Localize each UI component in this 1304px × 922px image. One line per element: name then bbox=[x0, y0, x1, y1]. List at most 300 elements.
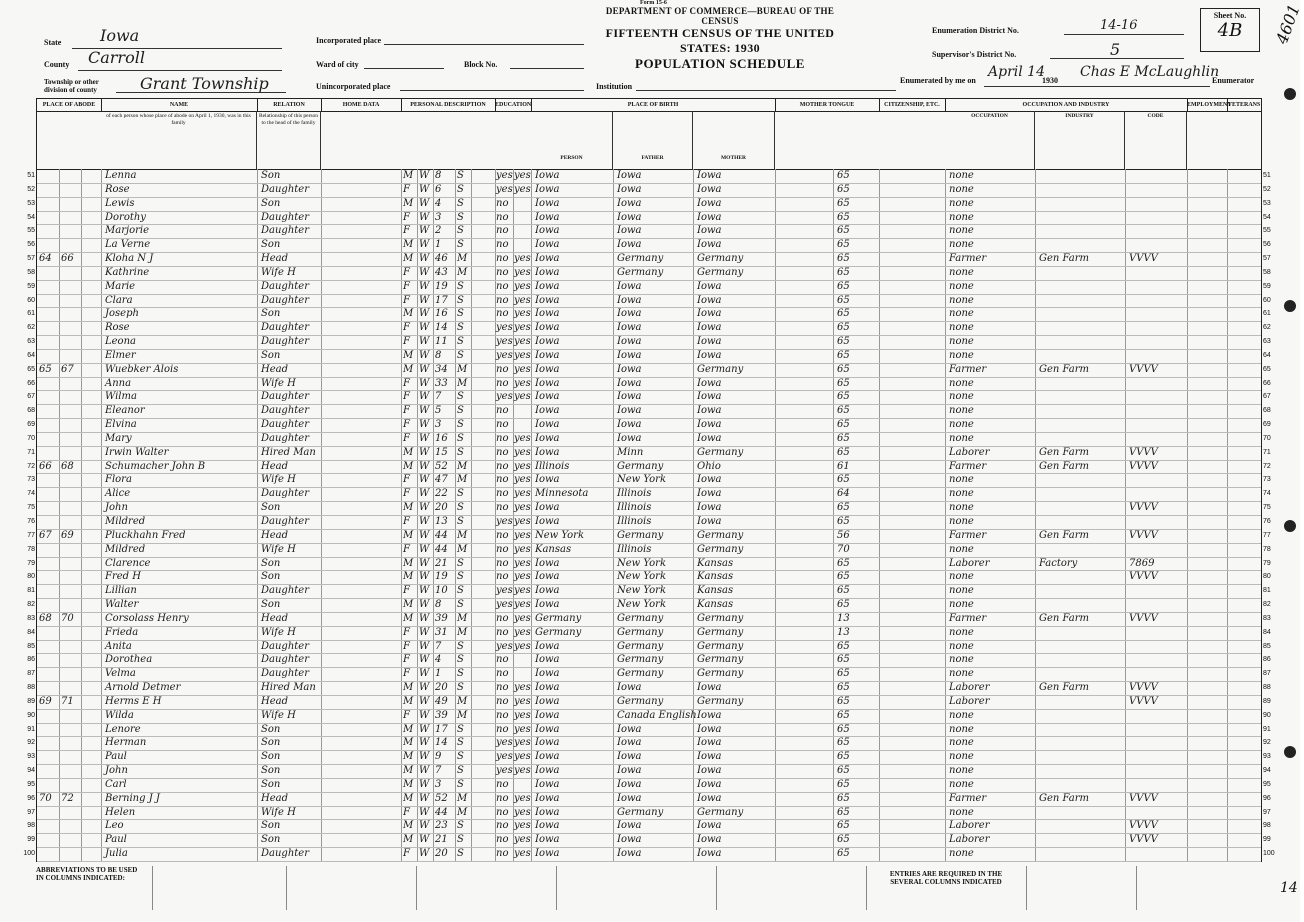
cell-race: W bbox=[419, 170, 430, 181]
cell-school: no bbox=[496, 377, 509, 389]
cell-bp: Iowa bbox=[535, 834, 560, 846]
cell-read: yes bbox=[514, 557, 531, 569]
cell-fbp: Germany bbox=[617, 460, 664, 472]
table-row bbox=[27, 806, 1271, 821]
cell-age: 39 bbox=[435, 709, 448, 721]
table-row bbox=[27, 280, 1271, 295]
cell-age: 4 bbox=[435, 197, 442, 209]
cell-bp: Iowa bbox=[535, 183, 560, 195]
cell-sex: M bbox=[403, 253, 414, 265]
cell-rel: Daughter bbox=[261, 668, 309, 680]
cell-school: yes bbox=[496, 516, 513, 527]
line-number: 53 bbox=[27, 199, 35, 207]
cell-dw bbox=[39, 806, 59, 820]
cell-fam bbox=[61, 418, 81, 432]
cell-mbp: Iowa bbox=[697, 778, 722, 790]
cell-name: Lewis bbox=[105, 197, 135, 209]
cell-fbp: Iowa bbox=[617, 363, 642, 375]
cell-bp: Iowa bbox=[535, 751, 560, 763]
cell-ms: M bbox=[457, 377, 468, 389]
cell-bp: Iowa bbox=[535, 737, 560, 749]
cell-code bbox=[1129, 709, 1185, 723]
cell-mt: 65 bbox=[837, 682, 850, 694]
line-number: 100 bbox=[23, 850, 35, 858]
cell-school: no bbox=[496, 225, 509, 237]
cell-age: 19 bbox=[435, 280, 448, 292]
cell-dw bbox=[39, 280, 59, 294]
cell-ind: Gen Farm bbox=[1039, 682, 1090, 694]
cell-sex: M bbox=[403, 737, 414, 749]
cell-school: no bbox=[496, 446, 509, 458]
title-block bbox=[590, 6, 850, 72]
line-number: 63 bbox=[27, 338, 35, 346]
group-personal-description: PERSONAL DESCRIPTION bbox=[401, 99, 496, 112]
cell-fbp: Germany bbox=[617, 806, 664, 818]
cell-school: no bbox=[496, 211, 509, 223]
cell-fam bbox=[61, 390, 81, 404]
cell-occ: Farmer bbox=[949, 612, 987, 624]
cell-mbp: Germany bbox=[697, 266, 744, 278]
cell-mbp: Kansas bbox=[697, 571, 734, 583]
cell-mbp: Iowa bbox=[697, 516, 722, 527]
cell-fam bbox=[61, 819, 81, 833]
cell-bp: Iowa bbox=[535, 225, 560, 237]
cell-bp: Iowa bbox=[535, 280, 560, 292]
cell-occ: none bbox=[949, 170, 974, 181]
cell-ms: S bbox=[457, 834, 464, 846]
cell-sex: M bbox=[403, 197, 414, 209]
line-number: 59 bbox=[27, 282, 35, 290]
cell-mt: 65 bbox=[837, 778, 850, 790]
cell-ms: S bbox=[457, 225, 464, 237]
cell-mt: 65 bbox=[837, 183, 850, 195]
cell-bp: Iowa bbox=[535, 266, 560, 278]
cell-fam bbox=[61, 377, 81, 391]
cell-name: Elvina bbox=[105, 419, 137, 431]
cell-mt: 65 bbox=[837, 280, 850, 292]
cell-ind bbox=[1039, 238, 1123, 252]
cell-name: Leona bbox=[105, 336, 136, 348]
cell-fam bbox=[61, 584, 81, 598]
table-row bbox=[27, 529, 1271, 544]
line-number: 54 bbox=[27, 213, 35, 221]
cell-dw bbox=[39, 543, 59, 557]
supervisor-label: Supervisor's District No. bbox=[932, 50, 1017, 59]
cell-sex: M bbox=[403, 834, 414, 846]
cell-occ: none bbox=[949, 765, 974, 777]
cell-name: Rose bbox=[105, 183, 130, 195]
cell-rel: Wife H bbox=[261, 474, 296, 486]
cell-dw bbox=[39, 197, 59, 211]
cell-dw bbox=[39, 501, 59, 515]
cell-ind bbox=[1039, 224, 1123, 238]
cell-fbp: Iowa bbox=[617, 349, 642, 361]
line-number: 56 bbox=[27, 241, 35, 249]
cell-school: no bbox=[496, 778, 509, 790]
cell-ind bbox=[1039, 169, 1123, 183]
cell-sex: M bbox=[403, 308, 414, 320]
table-row bbox=[27, 460, 1271, 475]
cell-name: Flora bbox=[105, 474, 132, 486]
cell-ind bbox=[1039, 294, 1123, 308]
mother-column-head: MOTHER bbox=[693, 111, 775, 169]
cell-fam bbox=[61, 487, 81, 501]
cell-name: Wuebker Alois bbox=[105, 363, 179, 375]
cell-rel: Daughter bbox=[261, 183, 309, 195]
cell-ind bbox=[1039, 266, 1123, 280]
cell-ind: Gen Farm bbox=[1039, 792, 1090, 804]
cell-dw bbox=[39, 211, 59, 225]
cell-school: yes bbox=[496, 391, 513, 403]
cell-mt: 70 bbox=[837, 543, 850, 555]
cell-code bbox=[1129, 183, 1185, 197]
cell-school: yes bbox=[496, 183, 513, 195]
table-row bbox=[27, 626, 1271, 641]
cell-fbp: Germany bbox=[617, 253, 664, 265]
cell-age: 19 bbox=[435, 571, 448, 583]
cell-bp: Iowa bbox=[535, 695, 560, 707]
cell-mbp: Iowa bbox=[697, 183, 722, 195]
cell-rel: Daughter bbox=[261, 585, 309, 597]
cell-read: yes bbox=[514, 391, 531, 403]
cell-ms: M bbox=[457, 460, 468, 472]
cell-rel: Wife H bbox=[261, 377, 296, 389]
cell-sex: M bbox=[403, 446, 414, 458]
cell-dw bbox=[39, 238, 59, 252]
line-number-right: 69 bbox=[1263, 421, 1271, 429]
cell-mt: 65 bbox=[837, 308, 850, 320]
abbreviations-title: ABBREVIATIONS TO BE USED IN COLUMNS INDICATED: bbox=[36, 866, 138, 882]
cell-school: no bbox=[496, 474, 509, 486]
cell-dw bbox=[39, 224, 59, 238]
cell-code bbox=[1129, 764, 1185, 778]
line-number-right: 66 bbox=[1263, 379, 1271, 387]
cell-age: 8 bbox=[435, 599, 442, 611]
cell-dw bbox=[39, 487, 59, 501]
cell-rel: Wife H bbox=[261, 626, 296, 638]
cell-name: Joseph bbox=[105, 308, 139, 320]
cell-rel: Daughter bbox=[261, 848, 309, 860]
cell-bp: Iowa bbox=[535, 239, 560, 251]
cell-dw bbox=[39, 598, 59, 612]
cell-mt: 65 bbox=[837, 419, 850, 431]
line-number-right: 97 bbox=[1263, 808, 1271, 816]
cell-sex: F bbox=[403, 654, 410, 666]
cell-fbp: Iowa bbox=[617, 225, 642, 237]
cell-read: yes bbox=[514, 266, 531, 278]
cell-sex: M bbox=[403, 695, 414, 707]
cell-ms: S bbox=[457, 239, 464, 251]
line-number: 97 bbox=[27, 808, 35, 816]
cell-mbp: Germany bbox=[697, 626, 744, 638]
cell-race: W bbox=[419, 571, 430, 583]
cell-occ: none bbox=[949, 737, 974, 749]
cell-bp: Iowa bbox=[535, 294, 560, 306]
cell-ms: S bbox=[457, 640, 464, 652]
census-table bbox=[23, 98, 1275, 862]
cell-fbp: New York bbox=[617, 474, 666, 486]
line-number: 84 bbox=[27, 628, 35, 636]
cell-ind bbox=[1039, 736, 1123, 750]
cell-mbp: Iowa bbox=[697, 349, 722, 361]
line-number-right: 82 bbox=[1263, 601, 1271, 609]
group-citizenship: CITIZENSHIP, ETC. bbox=[879, 99, 946, 112]
cell-mbp: Germany bbox=[697, 363, 744, 375]
cell-bp: Iowa bbox=[535, 516, 560, 527]
sheet-footer bbox=[36, 864, 1260, 914]
cell-mbp: Iowa bbox=[697, 488, 722, 500]
cell-bp: Iowa bbox=[535, 723, 560, 735]
line-number-right: 99 bbox=[1263, 836, 1271, 844]
cell-school: no bbox=[496, 529, 509, 541]
cell-rel: Daughter bbox=[261, 516, 309, 527]
cell-ms: M bbox=[457, 543, 468, 555]
cell-bp: Germany bbox=[535, 612, 582, 624]
cell-fbp: Germany bbox=[617, 640, 664, 652]
cell-rel: Daughter bbox=[261, 391, 309, 403]
cell-name: Alice bbox=[105, 488, 131, 500]
cell-occ: none bbox=[949, 336, 974, 348]
cell-ind bbox=[1039, 598, 1123, 612]
cell-occ: none bbox=[949, 419, 974, 431]
cell-fbp: Illinois bbox=[617, 488, 652, 500]
cell-fbp: Iowa bbox=[617, 737, 642, 749]
line-number-right: 87 bbox=[1263, 670, 1271, 678]
cell-occ: none bbox=[949, 377, 974, 389]
cell-dw bbox=[39, 390, 59, 404]
cell-ind bbox=[1039, 515, 1123, 529]
cell-code bbox=[1129, 377, 1185, 391]
line-number-right: 52 bbox=[1263, 185, 1271, 193]
cell-bp: Kansas bbox=[535, 543, 572, 555]
cell-ms: M bbox=[457, 253, 468, 265]
line-number: 85 bbox=[27, 642, 35, 650]
cell-race: W bbox=[419, 682, 430, 694]
line-number-right: 77 bbox=[1263, 531, 1271, 539]
cell-code bbox=[1129, 335, 1185, 349]
cell-name: Lenna bbox=[105, 170, 137, 181]
group-occupation: OCCUPATION AND INDUSTRY bbox=[945, 99, 1188, 112]
cell-read: yes bbox=[514, 502, 531, 514]
cell-dw bbox=[39, 183, 59, 197]
cell-fam bbox=[61, 307, 81, 321]
line-number: 95 bbox=[27, 780, 35, 788]
line-number: 55 bbox=[27, 227, 35, 235]
cell-fbp: Iowa bbox=[617, 336, 642, 348]
cell-race: W bbox=[419, 695, 430, 707]
cell-fbp: Germany bbox=[617, 654, 664, 666]
cell-read: yes bbox=[514, 363, 531, 375]
cell-rel: Son bbox=[261, 349, 281, 361]
cell-dw bbox=[39, 819, 59, 833]
cell-occ: Laborer bbox=[949, 446, 990, 458]
cell-race: W bbox=[419, 792, 430, 804]
cell-sex: F bbox=[403, 432, 410, 444]
line-number: 94 bbox=[27, 767, 35, 775]
cell-code: VVVV bbox=[1129, 695, 1158, 707]
cell-ms: S bbox=[457, 737, 464, 749]
cell-age: 8 bbox=[435, 349, 442, 361]
cell-sex: F bbox=[403, 806, 410, 818]
cell-fam bbox=[61, 667, 81, 681]
table-row bbox=[27, 211, 1271, 226]
cell-race: W bbox=[419, 211, 430, 223]
cell-race: W bbox=[419, 654, 430, 666]
table-row bbox=[27, 335, 1271, 350]
line-number-right: 53 bbox=[1263, 199, 1271, 207]
cell-mt: 65 bbox=[837, 737, 850, 749]
cell-rel: Head bbox=[261, 792, 289, 804]
cell-sex: M bbox=[403, 571, 414, 583]
cell-code bbox=[1129, 543, 1185, 557]
cell-school: no bbox=[496, 488, 509, 500]
cell-ms: S bbox=[457, 488, 464, 500]
group-education: EDUCATION bbox=[495, 99, 532, 112]
cell-ms: S bbox=[457, 668, 464, 680]
department-title: DEPARTMENT OF COMMERCE—BUREAU OF THE CENSUS bbox=[605, 6, 835, 26]
cell-school: no bbox=[496, 294, 509, 306]
cell-mbp: Iowa bbox=[697, 280, 722, 292]
cell-fbp: Iowa bbox=[617, 211, 642, 223]
cell-sex: M bbox=[403, 612, 414, 624]
form-number: Form 15-6 bbox=[640, 0, 667, 6]
cell-read: yes bbox=[514, 322, 531, 334]
cell-read: yes bbox=[514, 737, 531, 749]
line-number-right: 81 bbox=[1263, 587, 1271, 595]
line-number-right: 90 bbox=[1263, 711, 1271, 719]
cell-school: no bbox=[496, 502, 509, 514]
line-number-right: 79 bbox=[1263, 559, 1271, 567]
cell-read: yes bbox=[514, 460, 531, 472]
cell-age: 1 bbox=[435, 239, 442, 251]
cell-ind bbox=[1039, 501, 1123, 515]
sheet-header bbox=[0, 0, 1304, 100]
cell-sex: M bbox=[403, 363, 414, 375]
cell-name: Anna bbox=[105, 377, 132, 389]
cell-mbp: Kansas bbox=[697, 599, 734, 611]
cell-read: yes bbox=[514, 751, 531, 763]
line-number-right: 91 bbox=[1263, 725, 1271, 733]
cell-fbp: Iowa bbox=[617, 405, 642, 417]
cell-sex: F bbox=[403, 626, 410, 638]
cell-name: John bbox=[105, 765, 128, 777]
cell-ms: S bbox=[457, 848, 464, 860]
cell-rel: Son bbox=[261, 778, 281, 790]
cell-race: W bbox=[419, 737, 430, 749]
line-number: 62 bbox=[27, 324, 35, 332]
cell-ms: S bbox=[457, 654, 464, 666]
cell-fam bbox=[61, 501, 81, 515]
cell-rel: Son bbox=[261, 599, 281, 611]
cell-fbp: Minn bbox=[617, 446, 644, 458]
cell-race: W bbox=[419, 502, 430, 514]
cell-bp: Iowa bbox=[535, 668, 560, 680]
cell-sex: M bbox=[403, 751, 414, 763]
table-row bbox=[27, 487, 1271, 502]
cell-dw bbox=[39, 667, 59, 681]
cell-name: Frieda bbox=[105, 626, 139, 638]
cell-fam bbox=[61, 557, 81, 571]
cell-race: W bbox=[419, 488, 430, 500]
cell-code bbox=[1129, 750, 1185, 764]
cell-dw bbox=[39, 847, 59, 861]
cell-age: 5 bbox=[435, 405, 442, 417]
cell-school: no bbox=[496, 682, 509, 694]
cell-name: Dorothea bbox=[105, 654, 153, 666]
cell-race: W bbox=[419, 405, 430, 417]
table-row bbox=[27, 266, 1271, 281]
cell-ind bbox=[1039, 570, 1123, 584]
cell-mt: 65 bbox=[837, 266, 850, 278]
cell-read: yes bbox=[514, 349, 531, 361]
cell-name: Julia bbox=[105, 848, 128, 860]
cell-age: 34 bbox=[435, 363, 448, 375]
line-number: 66 bbox=[27, 379, 35, 387]
cell-rel: Daughter bbox=[261, 211, 309, 223]
cell-occ: Laborer bbox=[949, 557, 990, 569]
cell-age: 3 bbox=[435, 419, 442, 431]
cell-sex: F bbox=[403, 668, 410, 680]
table-row bbox=[27, 321, 1271, 336]
cell-name: Lillian bbox=[105, 585, 137, 597]
cell-name: Leo bbox=[105, 820, 124, 832]
cell-mbp: Iowa bbox=[697, 377, 722, 389]
cell-fbp: New York bbox=[617, 599, 666, 611]
cell-name: Corsolass Henry bbox=[105, 612, 189, 624]
cell-rel: Daughter bbox=[261, 405, 309, 417]
cell-rel: Daughter bbox=[261, 488, 309, 500]
cell-occ: none bbox=[949, 806, 974, 818]
line-number-right: 73 bbox=[1263, 476, 1271, 484]
cell-ind: Factory bbox=[1039, 557, 1078, 569]
cell-dw bbox=[39, 750, 59, 764]
cell-ms: M bbox=[457, 474, 468, 486]
cell-ms: M bbox=[457, 792, 468, 804]
line-number-right: 85 bbox=[1263, 642, 1271, 650]
cell-name: Dorothy bbox=[105, 211, 146, 223]
table-row bbox=[27, 307, 1271, 322]
cell-age: 3 bbox=[435, 778, 442, 790]
cell-fbp: Iowa bbox=[617, 197, 642, 209]
cell-ind bbox=[1039, 211, 1123, 225]
cell-school: no bbox=[496, 405, 509, 417]
cell-race: W bbox=[419, 432, 430, 444]
cell-sex: F bbox=[403, 543, 410, 555]
cell-school: no bbox=[496, 612, 509, 624]
cell-sex: F bbox=[403, 405, 410, 417]
table-row bbox=[27, 515, 1271, 530]
cell-age: 17 bbox=[435, 723, 448, 735]
cell-race: W bbox=[419, 640, 430, 652]
cell-ind bbox=[1039, 667, 1123, 681]
cell-dw bbox=[39, 653, 59, 667]
cell-ms: S bbox=[457, 765, 464, 777]
cell-sex: M bbox=[403, 682, 414, 694]
cell-fbp: Iowa bbox=[617, 294, 642, 306]
line-number: 77 bbox=[27, 531, 35, 539]
cell-bp: Iowa bbox=[535, 197, 560, 209]
cell-name: Carl bbox=[105, 778, 127, 790]
cell-occ: none bbox=[949, 349, 974, 361]
cell-read bbox=[514, 778, 531, 792]
cell-code bbox=[1129, 432, 1185, 446]
cell-race: W bbox=[419, 308, 430, 320]
group-veterans: VETERANS bbox=[1227, 99, 1261, 112]
margin-note: 4601 bbox=[1272, 1, 1304, 47]
cell-mbp: Iowa bbox=[697, 391, 722, 403]
cell-occ: none bbox=[949, 571, 974, 583]
table-row bbox=[27, 612, 1271, 627]
